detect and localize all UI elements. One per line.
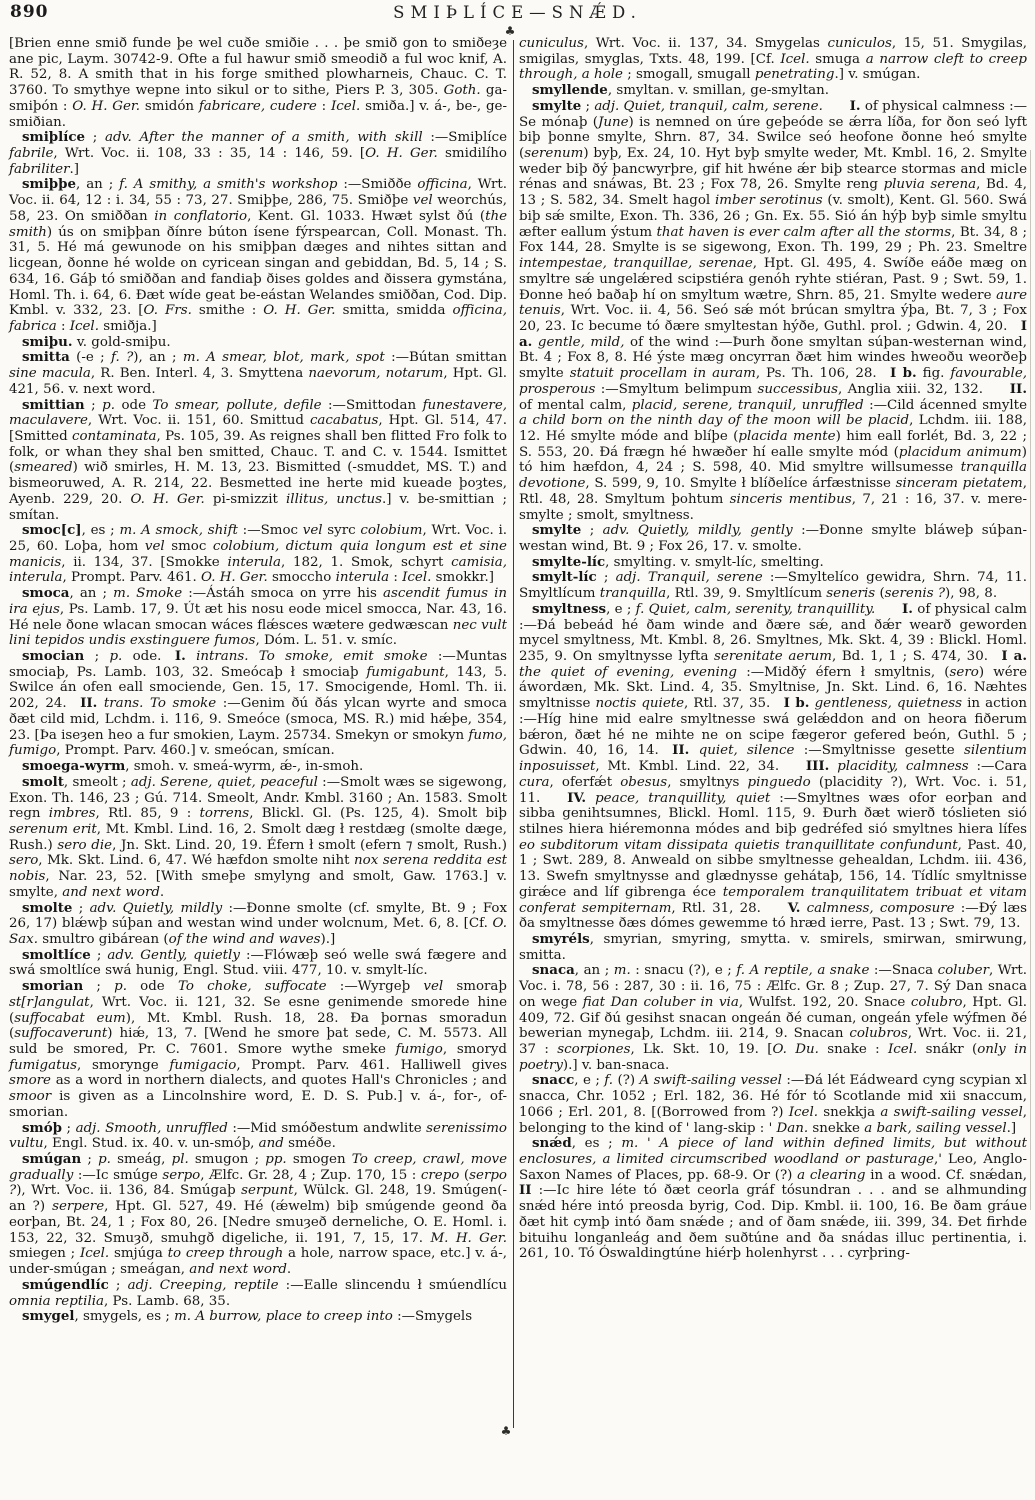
entry-smoca: smoca, an ; m. Smoke :—Ástáh smoca on yrre his ascendit fumus in ira ejus, Ps. Lamb. 17, 9. Út æt his nosu eode micel smocca, Nar. 43, 16. Hé nele ðone wlacan smocan wáces flǽsces wætere gedwæscan nec vult lini tepidos undis exstinguere fumos, Dóm. L. 51. v. smíc. <box>9 585 507 649</box>
entry-smylte-adj: smylte ; adj. Quiet, tranquil, calm, serene. I. of physical calmness :—Se mónaþ (June) is nemned on úre geþeóde se ǽrra líða, for ðon seó lyft biþ þonne smylte, Shrn. 87, 34. Swilce seó heofone ðonne heó smylte (serenum) byþ, Ex. 24, 10. Hyt byþ smylte weder, Mt. Kmbl. 16, 2. Smylte weder biþ ðý þancwyrþre, gif hit hwéne ǽr biþ stearce stormas and micle rénas and snáwas, Bt. 23 ; Fox 78, 26. Smylte reng pluvia serena, Bd. 4, 13 ; S. 582, 34. Smelt hagol imber serotinus (v. smolt), Kent. Gl. 560. Swá biþ sǽ smilte, Exon. Th. 336, 26 ; Gn. Ex. 55. Sió án hýþ byþ simle smyltu æfter eallum ýstum that haven is ever calm after all the storms, Bt. 34, 8 ; Fox 144, 28. Smylte is se sigewong, Exon. Th. 199, 29 ; Ph. 23. Smeltre intempestae, tranquillae, serenae, Hpt. Gl. 495, 4. Swíðe eáðe mæg on smyltre sǽ ungelǽred scipstiéra genóh ryhte stiéran, Past. 9 ; Swt. 59, 1. Ðonne heó baðaþ hí on smyltum wætre, Shrn. 85, 21. Smylte wedere aure tenuis, Wrt. Voc. ii. 4, 56. Seó sǽ mót brúcan smyltra ýþa, Bt. 7, 3 ; Fox 20, 23. Ic becume tó ðære smyltestan hýðe, Guthl. prol. ; Gdwin. 4, 20. I a. gentle, mild, of the wind :—Þurh ðone smyltan súþan-westernan wind, Bt. 4 ; Fox 8, 8. Hé ýste mæg oncyrran ðæt him windes hweoðu weorðeþ smylte statuit procellam in auram, Ps. Th. 106, 28. I b. fig. favourable, prosperous :—Smyltum belimpum successibus, Anglia xiii. 32, 132. II. of mental calm, placid, serene, tranquil, unruffled :—Cild ácenned smylte a child born on the ninth day of the moon will be placid, Lchdm. iii. 188, 12. Hé smylte móde and blíþe (placida mente) him eall forlét, Bd. 3, 22 ; S. 553, 20. Ðá frægn hé hwæðer hí ealle smylte mód (placidum animum) tó him hæfdon, 4, 24 ; S. 598, 40. Mid smyltre willsumesse tranquilla devotione, S. 599, 9, 10. Smylte ł blíðelíce árfæstnisse sinceram pietatem, Rtl. 48, 28. Smyltum þohtum sinceris mentibus, 7, 21 : 16, 37. v. mere-smylte ; smolt, smyltness. <box>519 97 1028 523</box>
entry-smylte-lic: smylte-líc, smylting. v. smylt-líc, smelting. <box>532 553 824 570</box>
page-number: 890 <box>10 2 49 22</box>
right-column <box>519 36 1027 1428</box>
entry-smugan: smúgan ; p. smeág, pl. smugon ; pp. smogen To creep, crawl, move gradually :—Ic smúge serpo, Ælfc. Gr. 28, 4 ; Zup. 170, 15 : crepo (serpo ?), Wrt. Voc. ii. 136, 84. Smúgaþ serpunt, Wülck. Gl. 248, 19. Smúgen(-an ?) serpere, Hpt. Gl. 527, 49. Hé (ǽwelm) biþ smúgende geond ða eorþan, Bt. 24, 1 ; Fox 80, 26. [Nedre smuȝeð derneliche, O. E. Homl. i. 153, 22, 32. Smuȝð, smuhgð digeliche, ii. 191, 7, 15, 17. M. H. Ger. smiegen ; Icel. smjúga to creep through a hole, narrow space, etc.] v. á-, under-smúgan ; smeágan, and next word. <box>9 1151 508 1278</box>
entry-smolte: smolte ; adv. Quietly, mildly :—Ðonne smolte (cf. smylte, Bt. 9 ; Fox 26, 17) blǽwþ súþan and westan wind under wolcnum, Met. 6, 8. [Cf. O. Sax. smultro gibárean (of the wind and waves).] <box>9 899 507 947</box>
entry-smolt: smolt, smeolt ; adj. Serene, quiet, peaceful :—Smolt wæs se sigewong, Exon. Th. 146, 23 ; Gú. 714. Smeolt, Andr. Kmbl. 3160 ; An. 1583. Smolt regn imbres, Rtl. 85, 9 : torrens, Blickl. Gl. (Ps. 125, 4). Smolt biþ serenum erit, Mt. Kmbl. Lind. 16, 2. Smolt dæg ł restdæg (smolte dæge, Rush.) sero die, Jn. Skt. Lind. 20, 19. Éfern ł smolt (efern ⁊ smolt, Rush.) sero, Mk. Skt. Lind. 6, 47. Wé hæfdon smolte niht nox serena reddita est nobis, Nar. 23, 52. [With smeþe smylyng and smolt, Gaw. 1763.] v. smylte, and next word. <box>9 773 508 900</box>
text-columns <box>0 30 1035 1428</box>
entry-smoega-wyrm: smoega-wyrm, smoh. v. smeá-wyrm, ǽ-, in-smoh. <box>22 758 364 775</box>
entry-smyltness: smyltness, e ; f. Quiet, calm, serenity, tranquillity. I. of physical calm :—Ðá bebeád hé ðam winde and ðære sǽ, and ðǽr wearð geworden mycel smyltness, Mt. Kmbl. 8, 26. Smyltnes, Mk. Skt. 4, 39 : Blickl. Homl. 235, 9. On smyltnysse lyfta serenitate aerum, Bd. 1, 1 ; S. 474, 30. I a. the quiet of evening, evening :—Midðý éfern ł smyltnis, (sero) wére áwordæn, Mk. Skt. Lind. 4, 35. Smyltnise, Jn. Skt. Lind. 6, 16. Næhtes smyltnisse noctis quiete, Rtl. 37, 35. I b. gentleness, quietness in action :—Híg hine mid ealre smyltnesse swá gelǽddon and on heora fiðerum bǽron, ðæt hé ne mihte ne on scipe fægeror gefered beón, Guthl. 5 ; Gdwin. 40, 16, 14. II. quiet, silence :—Smyltnisse gesette silentium inposuisset, Mt. Kmbl. Lind. 22, 34. III. placidity, calmness :—Cara cura, oferfǽt obesus, smyltnys pinguedo (placidity ?), Wrt. Voc. i. 51, 11. IV. peace, tranquillity, quiet :—Smyltnes wæs ofor eorþan and sibba genihtsumnes, Blickl. Homl. 115, 9. Ðurh ðæt wierð tóslieten sió stilnes hiera hiéremonna módes and biþ gedréfed sió smyltnes hiera lífes eo subditorum vitam dissipata quietis tranquillitate confundunt, Past. 40, 1 ; Swt. 289, 8. Anweald on sibbe smyltnesse gehealdan, Lchdm. iii. 436, 13. Swefn smyltnysse and glædnysse gehátaþ, 156, 14. Tídlíc smyltnisse girǽce and líf gibrenga éce temporalem tranquilitatem tribuat et vitam conferat sempiternam, Rtl. 31, 28. V. calmness, composure :—Ðý læs ða smyltnesse ðæs dómes gewemme tó hræd ierre, Past. 13 ; Swt. 79, 13. <box>519 600 1028 932</box>
entry-smyllende: smyllende, smyltan. v. smillan, ge-smyltan. <box>532 82 829 99</box>
entry-smipu: smiþu. v. gold-smiþu. <box>22 333 171 350</box>
entry-smitta: smitta (-e ; f. ?), an ; m. A smear, blot, mark, spot :—Bútan smittan sine macula, R. Ben. Interl. 4, 3. Smyttena naevorum, notarum, Hpt. Gl. 421, 56. v. next word. <box>9 349 507 397</box>
entry-smylt-lic: smylt-líc ; adj. Tranquil, serene :—Smyltelíco gewidra, Shrn. 74, 11. Smyltlícum tranquilla, Rtl. 39, 9. Smyltlícum seneris (serenis ?), 98, 8. <box>519 569 1027 602</box>
trefoil-ornament-bottom-icon: ♣ <box>500 1424 512 1438</box>
entry-smoltlice: smoltlíce ; adv. Gently, quietly :—Flówæþ seó welle swá fægere and swá smoltlíce swá hunig, Engl. Stud. viii. 477, 10. v. smylt-líc. <box>9 946 508 979</box>
page-title: SMIÞLÍCE—SNǼD. <box>393 3 642 22</box>
entry-smugendlic: smúgendlíc ; adj. Creeping, reptile :—Ealle slincendu ł smúendlícu omnia reptilia, Ps. Lamb. 68, 35. <box>9 1276 507 1309</box>
left-column <box>9 36 507 1428</box>
entry-smorian: smorian ; p. ode To choke, suffocate :—Wyrgeþ vel smoraþ st[r]angulat, Wrt. Voc. ii. 121, 32. Se esne genimende smorede hine (suffocabat eum), Mt. Kmbl. Rush. 18, 28. Ða þornas smoradun (suffocaverunt) hiǽ, 13, 7. [Wend he smore þat sede, C. M. 5573. All suld be smored, Pr. C. 7601. Smore wythe smeke fumigo, smoryd fumigatus, smorynge fumigacio, Prompt. Parv. 461. Halliwell gives smore as a word in northern dialects, and quotes Hall's Chronicles ; and smoor is given as a Lincolnshire word, E. D. S. Pub.] v. á-, for-, of-smorian. <box>9 978 507 1120</box>
column-divider-rule <box>513 40 514 1428</box>
entry-smygel-continuation: cuniculus, Wrt. Voc. ii. 137, 34. Smygelas cuniculos, 15, 51. Smygilas, smigilas, smyglas, Txts. 48, 199. [Cf. Icel. smuga a narrow cleft to creep through, a hole ; smogall, smugall penetrating.] v. smúgan. <box>519 36 1027 83</box>
entry-smop: smóþ ; adj. Smooth, unruffled :—Mid smóðestum andwlite serenissimo vultu, Engl. Stud. ix. 40. v. un-smóþ, and sméðe. <box>9 1119 507 1152</box>
entry-smippe: smiþþe, an ; f. A smithy, a smith's workshop :—Smiððe officina, Wrt. Voc. ii. 64, 12 : i. 34, 55 : 73, 27. Smiþþe, 286, 75. Smiðþe vel weorchús, 58, 23. On smiððan in conflatorio, Kent. Gl. 1033. Hwæt sylst ðú (the smith) ús on smiþþan ðínre búton ísene fýrspearcan, Coll. Monast. Th. 31, 5. Hé má gewunode on his smiþþan dæges and nihtes sittan and licgean, ðonne hé wolde on cyricean singan and gebiddan, Bd. 5, 14 ; S. 634, 16. Gáþ tó smiððan and fandiaþ ðises goldes and ðissera gymstána, Homl. Th. i. 64, 6. Ðæt wíde geat be-eástan Welandes smiððan, Cod. Dip. Kmbl. v. 332, 23. [O. Frs. smithe : O. H. Ger. smitta, smidda officina, fabrica : Icel. smiðja.] <box>9 176 508 334</box>
entry-snaca: snaca, an ; m. : snacu (?), e ; f. A reptile, a snake :—Snaca coluber, Wrt. Voc. i. 78, 56 : 287, 30 : ii. 16, 75 : Ælfc. Gr. 8 ; Zup. 27, 7. Sý Dan snaca on wege fiat Dan coluber in via, Wulfst. 192, 20. Snace colubro, Hpt. Gl. 409, 72. Gif ðú gesihst snacan ongeán ðé cuman, ongeán yfele wýfmen ðé bewerian mynegaþ, Lchdm. iii. 214, 9. Snacan colubros, Wrt. Voc. ii. 21, 37 : scorpiones, Lk. Skt. 10, 19. [O. Du. snake : Icel. snákr (only in poetry).] v. ban-snaca. <box>519 962 1027 1073</box>
entry-smocian: smocian ; p. ode. I. intrans. To smoke, emit smoke :—Muntas smociaþ, Ps. Lamb. 103, 32. Smeócaþ ł smociaþ fumigabunt, 143, 5. Swilce án ofen eall smociende, Gen. 15, 17. Smocigende, Homl. Th. ii. 202, 24. II. trans. To smoke :—Genim ðú ðás ylcan wyrte and smoca ðæt cild mid, Lchdm. i. 116, 9. Smeóce (smoca, MS. R.) mid hǽþe, 354, 23. [Þa iseȝen heo a fur smokien, Laym. 25734. Smekyn or smokyn fumo, fumigo, Prompt. Parv. 460.] v. smeócan, smícan. <box>9 648 508 759</box>
page-edge-scan-line <box>1030 150 1031 1210</box>
entry-smidian-continuation: [Brien enne smið funde þe wel cuðe smiðie . . . þe smið gon to smiðeȝe ane pic, Laym. 30742-9. Ofte a ful hawur smið smeodið a ful woc knif, A. R. 52, 8. A smith that in his forge smithed plowharneis, Chauc. C. T. 3760. To smythye wepne into sikul or to sithe, Piers P. 3, 305. Goth. ga-smiþón : O. H. Ger. smidón fabricare, cudere : Icel. smiða.] v. á-, be-, ge-smiðian. <box>9 36 507 130</box>
entry-smygel: smygel, smygels, es ; m. A burrow, place to creep into :—Smygels <box>22 1308 473 1325</box>
entry-snaed: snǽd, es ; m. ' A piece of land within defined limits, but without enclosures, a limited circumscribed woodland or pasturage,' Leo, Anglo-Saxon Names of Places, pp. 68-9. Or (?) a clearing in a wood. Cf. snǽdan, II :—Ic hire léte tó ðæt ceorla gráf tósundran . . . and se alhmunding snǽd hére intó preosda byrig, Cod. Dip. Kmbl. ii. 100, 16. Be ðam gráue ðæt hit cymþ intó ðam snǽde ; and of ðam snǽde, iii. 399, 34. Ðet firhde bituihu longanleág and ðem suðtúne and ða snádas illuc pertinentia, i. 261, 10. Tó Óswaldingtúne hiérþ holenhyrst . . . cyrþring- <box>519 1135 1028 1262</box>
entry-snacc: snacc, e ; f. (?) A swift-sailing vessel :—Ðá lét Eádweard cyng scypian xl snacca, Chr. 1052 ; Erl. 182, 36. Hé fór tó Scotlande mid xii snaccum, 1066 ; Erl. 201, 8. [(Borrowed from ?) Icel. snekkja a swift-sailing vessel, belonging to the kind of ' lang-skip : ' Dan. snekke a bark, sailing vessel.] <box>519 1072 1027 1136</box>
entry-smoc: smoc[c], es ; m. A smock, shift :—Smoc vel syrc colobium, Wrt. Voc. i. 25, 60. Loþa, hom vel smoc colobium, dictum quia longum est et sine manicis, ii. 134, 37. [Smokke interula, 182, 1. Smok, schyrt camisia, interula, Prompt. Parv. 461. O. H. Ger. smoccho interula : Icel. smokkr.] <box>9 522 507 586</box>
entry-smittian: smittian ; p. ode To smear, pollute, defile :—Smittodan funestavere, maculavere, Wrt. Voc. ii. 151, 60. Smittud cacabatus, Hpt. Gl. 514, 47. [Smitted contaminata, Ps. 105, 39. As reignes shall ben flitted Fro folk to folk, or whan they shal ben smitted, Chauc. T. and C. v. 1544. Ismittet (smeared) wið smirles, H. M. 13, 23. Bismitted (-smuddet, MS. T.) and bismeoruwed, A. R. 214, 22. Besmetted ine herte mid kueade þoȝtes, Ayenb. 229, 20. O. H. Ger. pi-smizzit illitus, unctus.] v. be-smittian ; smítan. <box>9 396 508 523</box>
entry-smyrels: smyréls, smyrian, smyring, smytta. v. smirels, smirwan, smirwung, smitta. <box>519 930 1027 963</box>
entry-smiplice: smiþlíce ; adv. After the manner of a smith, with skill :—Smiþlíce fabrile, Wrt. Voc. ii. 108, 33 : 35, 14 : 146, 59. [O. H. Ger. smidilího fabriliter.] <box>9 129 507 177</box>
trefoil-ornament-top-icon: ♣ <box>504 24 516 38</box>
entry-smylte-adv: smylte ; adv. Quietly, mildly, gently :—Ðonne smylte bláweþ súþan-westan wind, Bt. 9 ; Fox 26, 17. v. smolte. <box>519 522 1027 554</box>
